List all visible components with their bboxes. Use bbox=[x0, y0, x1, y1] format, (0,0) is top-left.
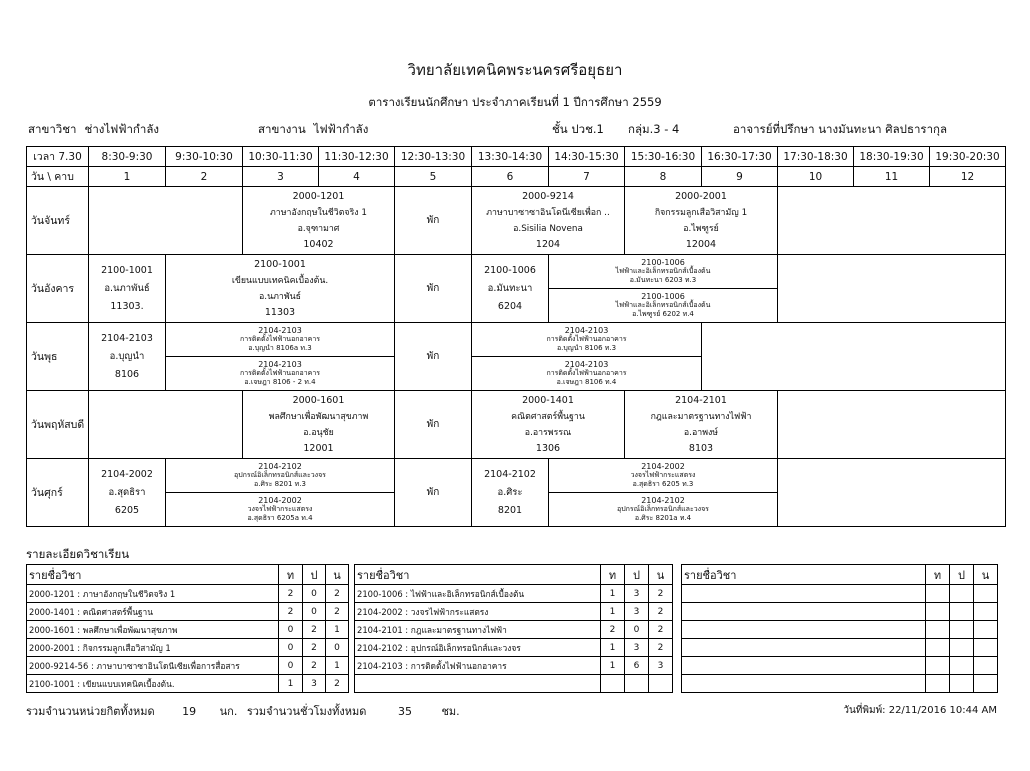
empty-slot bbox=[89, 187, 243, 255]
page-title: วิทยาลัยเทคนิคพระนครศรีอยุธยา bbox=[407, 61, 623, 79]
section-group-3: 2100-1006 ไฟฟ้าและอิเล็กทรอนิกส์เบื้องต้น อ.มันทะนา 6203 ท.3 bbox=[615, 258, 711, 284]
class-block: 2000-1201 ภาษาอังกฤษในชีวิตจริง 1 อ.จุฑามาศ 10402 bbox=[243, 187, 395, 255]
period-number: 8 bbox=[625, 167, 702, 187]
time-header-row bbox=[27, 147, 1006, 167]
split-class-block bbox=[166, 459, 395, 527]
section-group-4: 2104-2103 การติดตั้งไฟฟ้านอกอาคาร อ.เจษฎา 8106 - 2 ท.4 bbox=[166, 356, 394, 390]
group-info: กลุ่ม.3 - 4 bbox=[628, 122, 680, 136]
job-label: สาขางาน bbox=[258, 122, 306, 136]
table-row bbox=[682, 657, 998, 675]
column-header: ป bbox=[303, 565, 326, 585]
class-block: 2000-1401 คณิตศาสตร์พื้นฐาน อ.อารพรรณ 1306 bbox=[472, 391, 625, 459]
empty-slot bbox=[778, 187, 1006, 255]
time-slot: 11:30-12:30 bbox=[319, 147, 395, 167]
section-group-4: 2104-2102 อุปกรณ์อิเล็กทรอนิกส์และวงจร อ.ศิระ 8201a ท.4 bbox=[549, 492, 777, 526]
table-row: 2104-2103 : การติดตั้งไฟฟ้านอกอาคาร 1 6 3 bbox=[355, 657, 673, 675]
course-table-left bbox=[26, 564, 349, 693]
column-header: รายชื่อวิชา bbox=[355, 565, 601, 585]
split-class-block bbox=[549, 255, 778, 323]
time-slot: 17:30-18:30 bbox=[778, 147, 854, 167]
class-block: 2000-9214 ภาษาบาซาซาอินโดนีเซียเพื่อก .. อ.Sisilia Novena 1204 bbox=[472, 187, 625, 255]
time-slot: 16:30-17:30 bbox=[702, 147, 778, 167]
period-number: 12 bbox=[930, 167, 1006, 187]
class-block: 2104-2101 กฎและมาตรฐานทางไฟฟ้า อ.อาพงษ์ 8103 bbox=[625, 391, 778, 459]
period-number: 5 bbox=[395, 167, 472, 187]
table-row bbox=[682, 639, 998, 657]
section-group-4: 2100-1006 ไฟฟ้าและอิเล็กทรอนิกส์เบื้องต้น อ.ไพฑูรย์ 6202 ท.4 bbox=[549, 288, 777, 322]
period-number: 7 bbox=[549, 167, 625, 187]
period-label: วัน \ คาบ bbox=[27, 167, 89, 187]
period-number: 3 bbox=[243, 167, 319, 187]
column-header: น bbox=[326, 565, 349, 585]
credits-value: 19 bbox=[182, 705, 197, 718]
table-row: 2104-2101 : กฎและมาตรฐานทางไฟฟ้า 2 0 2 bbox=[355, 621, 673, 639]
credits-unit: นก. bbox=[219, 705, 238, 718]
time-slot: 9:30-10:30 bbox=[166, 147, 243, 167]
break-cell: พัก bbox=[395, 187, 472, 255]
course-table-middle bbox=[354, 564, 673, 693]
column-header: ป bbox=[950, 565, 974, 585]
day-name: วันอังคาร bbox=[27, 255, 89, 323]
class-block: 2100-1001 เขียนแบบเทคนิคเบื้องต้น. อ.นภาพันธ์ 11303 bbox=[166, 255, 395, 323]
break-cell: พัก bbox=[395, 323, 472, 391]
print-timestamp: วันที่พิมพ์: 22/11/2016 10:44 AM bbox=[843, 705, 997, 716]
split-class-block bbox=[166, 323, 395, 391]
split-class-block bbox=[549, 459, 778, 527]
course-details-heading: รายละเอียดวิชาเรียน bbox=[26, 547, 130, 561]
time-slot: 8:30-9:30 bbox=[89, 147, 166, 167]
column-header: ท bbox=[279, 565, 303, 585]
table-row: 2000-9214-56 : ภาษาบาซาซาอินโดนีเซียเพื่อการสื่อสาร 0 2 1 bbox=[27, 657, 349, 675]
hours-value: 35 bbox=[397, 705, 412, 718]
time-slot: 15:30-16:30 bbox=[625, 147, 702, 167]
column-header: ท bbox=[601, 565, 625, 585]
field-value: ช่างไฟฟ้ากำลัง bbox=[84, 122, 160, 136]
day-name: วันศุกร์ bbox=[27, 459, 89, 527]
time-slot: 13:30-14:30 bbox=[472, 147, 549, 167]
table-row: 2000-2001 : กิจกรรมลูกเสือวิสามัญ 1 0 2 0 bbox=[27, 639, 349, 657]
period-number: 6 bbox=[472, 167, 549, 187]
break-cell: พัก bbox=[395, 255, 472, 323]
class-block: 2104-2002 อ.สุดธิรา 6205 bbox=[89, 459, 166, 527]
empty-slot bbox=[778, 391, 1006, 459]
day-row-friday bbox=[27, 459, 1006, 527]
day-row-wednesday bbox=[27, 323, 1006, 391]
table-row: 2000-1401 : คณิตศาสตร์พื้นฐาน 2 0 2 bbox=[27, 603, 349, 621]
period-number: 9 bbox=[702, 167, 778, 187]
period-number: 2 bbox=[166, 167, 243, 187]
day-row-thursday bbox=[27, 391, 1006, 459]
period-number: 4 bbox=[319, 167, 395, 187]
section-group-4: 2104-2002 วงจรไฟฟ้ากระแสตรง อ.สุดธิรา 6205a ท.4 bbox=[166, 492, 394, 526]
period-number: 11 bbox=[854, 167, 930, 187]
break-cell: พัก bbox=[395, 391, 472, 459]
credits-label: รวมจำนวนหน่วยกิตทั้งหมด bbox=[26, 705, 155, 718]
table-row: 2104-2102 : อุปกรณ์อิเล็กทรอนิกส์และวงจร 1 3 2 bbox=[355, 639, 673, 657]
day-row-tuesday bbox=[27, 255, 1006, 323]
table-row bbox=[682, 621, 998, 639]
field-info bbox=[28, 121, 159, 139]
empty-slot bbox=[89, 391, 243, 459]
period-number: 10 bbox=[778, 167, 854, 187]
column-header: ป bbox=[625, 565, 649, 585]
class-block: 2104-2103 อ.บุญนำ 8106 bbox=[89, 323, 166, 391]
column-header: รายชื่อวิชา bbox=[27, 565, 279, 585]
level-info: ชั้น ปวช.1 bbox=[552, 122, 604, 136]
day-name: วันจันทร์ bbox=[27, 187, 89, 255]
time-slot: 10:30-11:30 bbox=[243, 147, 319, 167]
column-header: ท bbox=[926, 565, 950, 585]
day-name: วันพุธ bbox=[27, 323, 89, 391]
field-label: สาขาวิชา bbox=[28, 122, 77, 136]
table-row: 2100-1006 : ไฟฟ้าและอิเล็กทรอนิกส์เบื้องต้น 1 3 2 bbox=[355, 585, 673, 603]
schedule-table bbox=[26, 146, 1006, 527]
time-label: เวลา 7.30 bbox=[27, 147, 89, 167]
split-class-block bbox=[472, 323, 702, 391]
table-row bbox=[682, 585, 998, 603]
period-number: 1 bbox=[89, 167, 166, 187]
column-header: น bbox=[649, 565, 673, 585]
column-header: รายชื่อวิชา bbox=[682, 565, 926, 585]
table-row: 2000-1601 : พลศึกษาเพื่อพัฒนาสุขภาพ 0 2 1 bbox=[27, 621, 349, 639]
course-table-header bbox=[682, 565, 998, 585]
hours-unit: ชม. bbox=[441, 705, 460, 718]
page-subtitle: ตารางเรียนนักศึกษา ประจำภาคเรียนที่ 1 ปีการศึกษา 2559 bbox=[368, 95, 662, 109]
course-table-header bbox=[27, 565, 349, 585]
course-table-right bbox=[681, 564, 998, 693]
time-slot: 14:30-15:30 bbox=[549, 147, 625, 167]
hours-label: รวมจำนวนชั่วโมงทั้งหมด bbox=[246, 705, 367, 718]
class-block: 2100-1001 อ.นภาพันธ์ 11303. bbox=[89, 255, 166, 323]
class-block: 2100-1006 อ.มันทะนา 6204 bbox=[472, 255, 549, 323]
totals-footer bbox=[26, 702, 466, 720]
class-block: 2000-2001 กิจกรรมลูกเสือวิสามัญ 1 อ.ไพฑูรย์ 12004 bbox=[625, 187, 778, 255]
table-row: 2000-1201 : ภาษาอังกฤษในชีวิตจริง 1 2 0 2 bbox=[27, 585, 349, 603]
section-group-3: 2104-2103 การติดตั้งไฟฟ้านอกอาคาร อ.บุญนำ 8106a ท.3 bbox=[239, 326, 321, 352]
table-row bbox=[682, 675, 998, 693]
empty-slot bbox=[778, 255, 1006, 323]
day-row-monday bbox=[27, 187, 1006, 255]
class-block: 2000-1601 พลศึกษาเพื่อพัฒนาสุขภาพ อ.อนุชัย 12001 bbox=[243, 391, 395, 459]
job-value: ไฟฟ้ากำลัง bbox=[313, 122, 369, 136]
empty-slot bbox=[778, 459, 1006, 527]
advisor-info: อาจารย์ที่ปรึกษา นางมันทะนา ศิลปธารากุล bbox=[733, 122, 948, 136]
time-slot: 18:30-19:30 bbox=[854, 147, 930, 167]
class-block: 2104-2102 อ.ศิระ 8201 bbox=[472, 459, 549, 527]
table-row: 2100-1001 : เขียนแบบเทคนิคเบื้องต้น. 1 3 2 bbox=[27, 675, 349, 693]
job-info bbox=[258, 121, 368, 139]
time-slot: 19:30-20:30 bbox=[930, 147, 1006, 167]
section-group-4: 2104-2103 การติดตั้งไฟฟ้านอกอาคาร อ.เจษฎา 8106 ท.4 bbox=[472, 356, 701, 390]
time-slot: 12:30-13:30 bbox=[395, 147, 472, 167]
table-row: 2104-2002 : วงจรไฟฟ้ากระแสตรง 1 3 2 bbox=[355, 603, 673, 621]
column-header: น bbox=[974, 565, 998, 585]
section-group-3: 2104-2102 อุปกรณ์อิเล็กทรอนิกส์และวงจร อ.ศิระ 8201 ท.3 bbox=[234, 462, 326, 488]
empty-slot bbox=[702, 323, 1006, 391]
table-row bbox=[355, 675, 673, 693]
section-group-3: 2104-2103 การติดตั้งไฟฟ้านอกอาคาร อ.บุญนำ 8106 ท.3 bbox=[546, 326, 627, 352]
table-row bbox=[682, 603, 998, 621]
period-header-row bbox=[27, 167, 1006, 187]
section-group-3: 2104-2002 วงจรไฟฟ้ากระแสตรง อ.สุดธิรา 6205 ท.3 bbox=[630, 462, 696, 488]
day-name: วันพฤหัสบดี bbox=[27, 391, 89, 459]
break-cell: พัก bbox=[395, 459, 472, 527]
course-table-header bbox=[355, 565, 673, 585]
